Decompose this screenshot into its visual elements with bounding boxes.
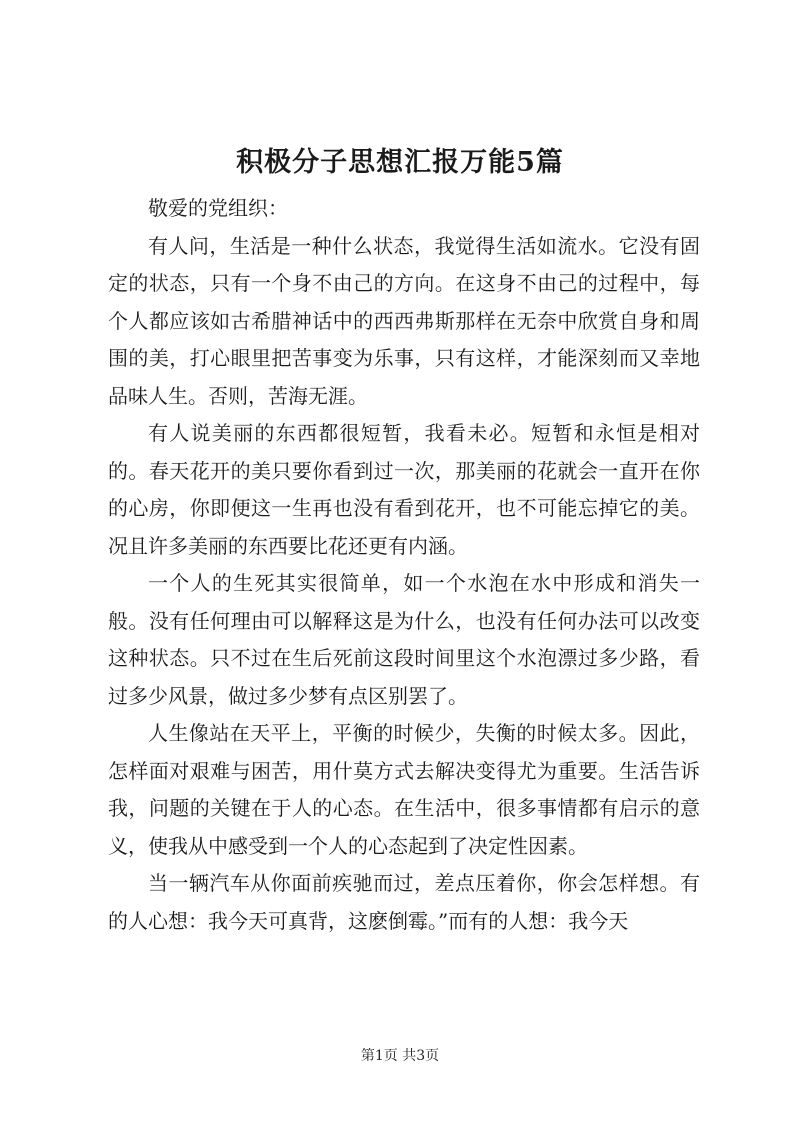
paragraph-1: 有人问，生活是一种什么状态，我觉得生活如流水。它没有固定的状态，只有一个身不由己的方向。在这身不由己的过程中，每个人都应该如古希腊神话中的西西弗斯那样在无奈中欣赏自身和周围的美，打心眼里把苦事变为乐事，只有这样，才能深刻而又幸地品味人生。否则，苦海无涯。 bbox=[108, 233, 700, 408]
paragraph-4: 人生像站在天平上，平衡的时候少，失衡的时候太多。因此，怎样面对艰难与困苦，用什莫方式去解决变得尤为重要。生活告诉我，问题的关键在于人的心态。在生活中，很多事情都有启示的意义，使我从中感受到一个人的心态起到了决定性因素。 bbox=[108, 721, 700, 858]
page-number-footer: 第1页 共3页 bbox=[360, 1048, 440, 1064]
page-title: 积极分子思想汇报万能5篇 bbox=[236, 147, 564, 178]
document-body bbox=[108, 190, 700, 940]
paragraph-5: 当一辆汽车从你面前疾驰而过，差点压着你，你会怎样想。有的人心想：我今天可真背，这麽倒霉。”而有的人想：我今天 bbox=[108, 871, 700, 933]
salutation: 敬爱的党组织： bbox=[148, 196, 288, 220]
paragraph-2: 有人说美丽的东西都很短暂，我看未必。短暂和永恒是相对的。春天花开的美只要你看到过一次，那美丽的花就会一直开在你的心房，你即便这一生再也没有看到花开，也不可能忘掉它的美。况且许多美丽的东西要比花还更有内涵。 bbox=[108, 421, 700, 558]
paragraph-3: 一个人的生死其实很简单，如一个水泡在水中形成和消失一般。没有任何理由可以解释这是为什么，也没有任何办法可以改变这种状态。只不过在生后死前这段时间里这个水泡漂过多少路，看过多少风景，做过多少梦有点区别罢了。 bbox=[108, 571, 700, 708]
